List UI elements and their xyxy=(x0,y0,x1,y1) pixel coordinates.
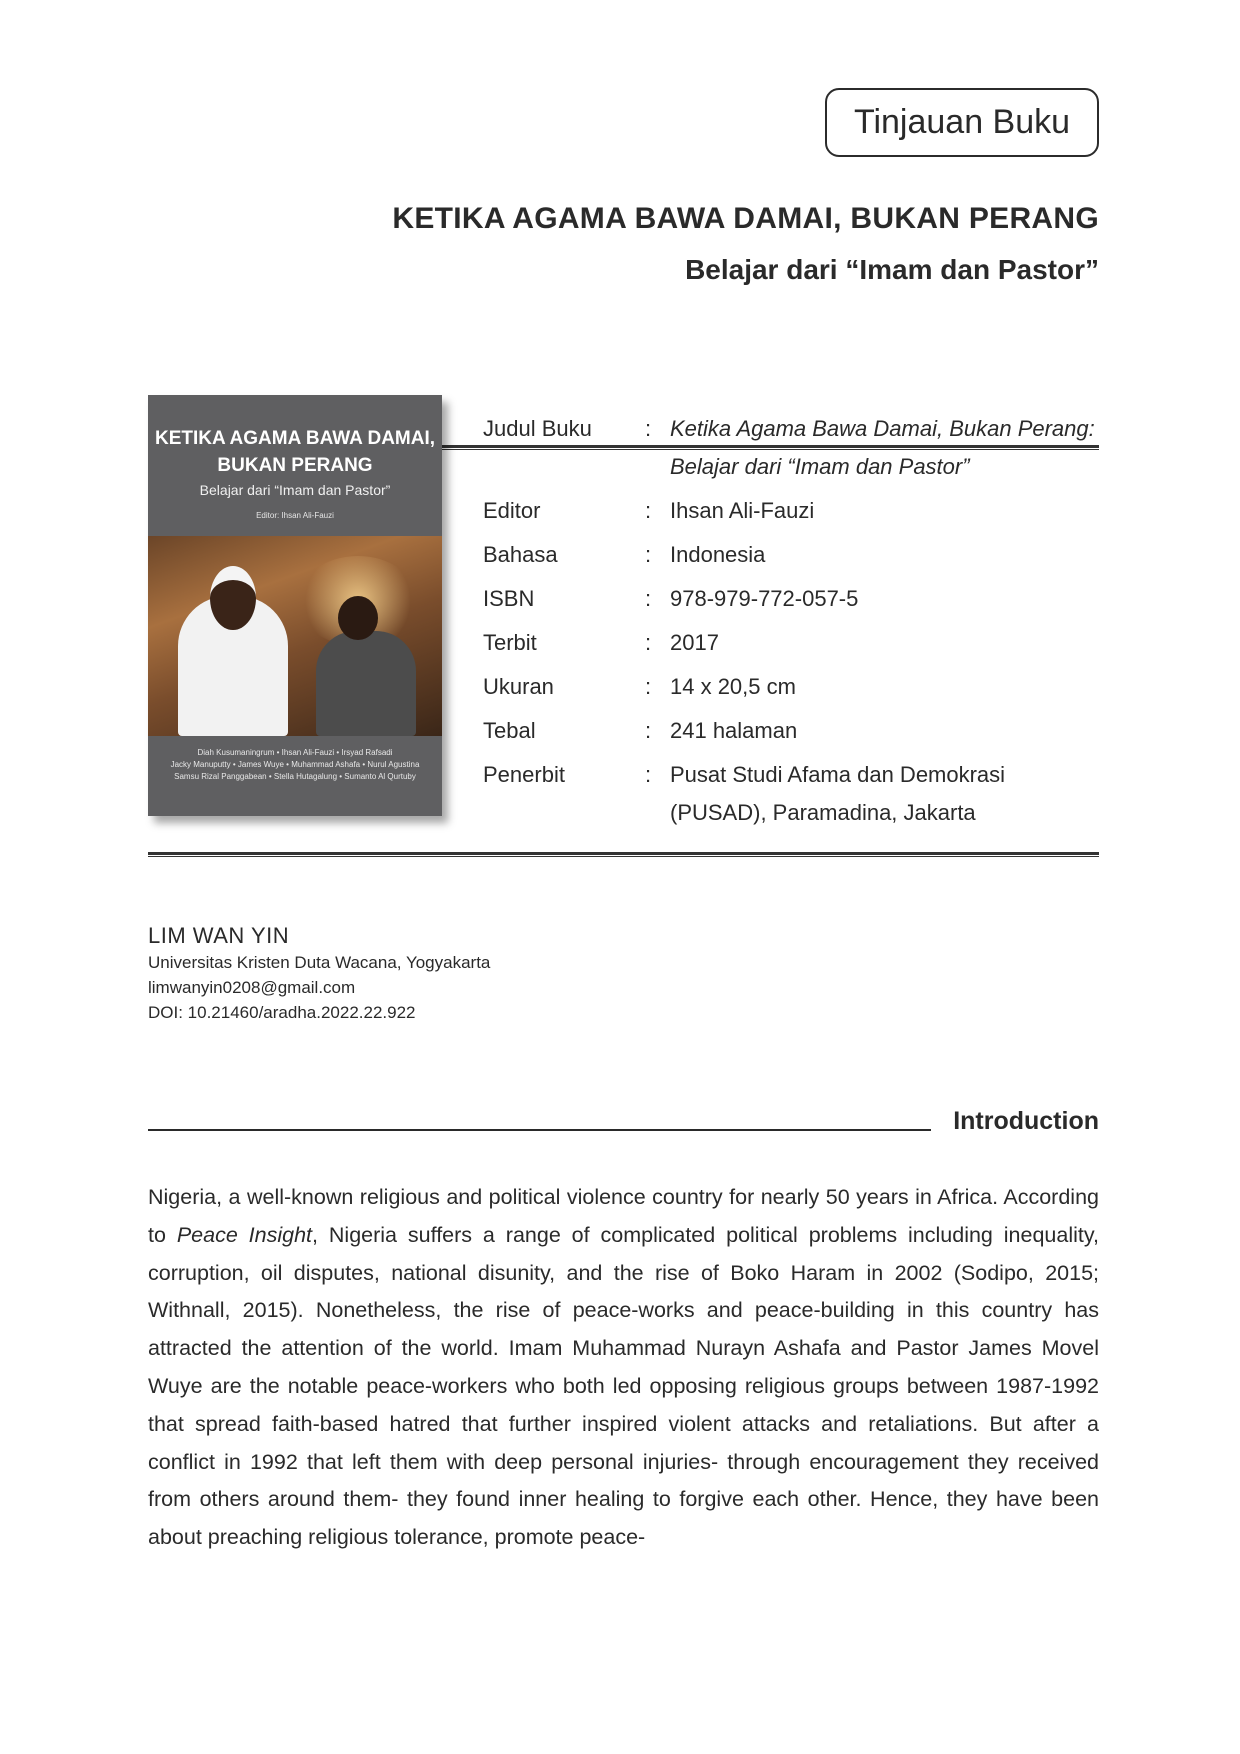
book-info-colon: : xyxy=(645,718,652,743)
book-info-text: (PUSAD), Paramadina, Jakarta xyxy=(670,800,976,825)
book-info-value xyxy=(670,624,1103,662)
body-paragraph xyxy=(148,1179,1099,1557)
cover-title-line: BUKAN PERANG xyxy=(217,455,373,476)
imam-head xyxy=(210,566,256,630)
book-info-row xyxy=(483,410,1103,486)
book-info-table xyxy=(483,410,1103,838)
book-info-row xyxy=(483,536,1103,574)
author-doi: DOI: 10.21460/aradha.2022.22.922 xyxy=(148,1003,416,1022)
book-info-row xyxy=(483,580,1103,618)
book-info-text: Indonesia xyxy=(670,542,766,567)
author-name: LIM WAN YIN xyxy=(148,923,290,948)
page-title: KETIKA AGAMA BAWA DAMAI, BUKAN PERANG xyxy=(392,202,1099,235)
book-info-value xyxy=(670,536,1103,574)
book-title-line: Ketika Agama Bawa Damai, Bukan Perang: xyxy=(670,416,1095,441)
book-info-value xyxy=(670,410,1103,486)
book-info-value xyxy=(670,712,1103,750)
book-info-label: Terbit xyxy=(483,630,537,655)
page-subtitle: Belajar dari “Imam dan Pastor” xyxy=(685,254,1099,285)
book-info-colon: : xyxy=(645,586,652,611)
body-text: Nigeria, a well-known religious and political violence country for nearly 50 years in Africa. According to xyxy=(148,1185,1099,1247)
pastor-figure xyxy=(316,631,416,736)
book-info-label: Editor xyxy=(483,498,541,523)
section-rule xyxy=(148,1129,931,1131)
book-info-colon: : xyxy=(645,630,652,655)
cover-authors xyxy=(148,747,442,783)
book-info-label: Judul Buku xyxy=(483,416,592,441)
book-info-text: 2017 xyxy=(670,630,719,655)
section-tag: Tinjauan Buku xyxy=(825,88,1099,157)
cover-subtitle: Belajar dari “Imam dan Pastor” xyxy=(199,482,391,498)
book-info-row xyxy=(483,668,1103,706)
book-info-text: 14 x 20,5 cm xyxy=(670,674,796,699)
book-info-value xyxy=(670,756,1103,832)
section-heading: Introduction xyxy=(953,1107,1099,1135)
body-text: , Nigeria suffers a range of complicated political problems including inequality, corruption, oil disputes, national disunity, and the rise of Boko Haram in 2002 (Sodipo, 2015; Withnall, 2015). Nonetheless, the rise of peace-works and peace-building in this country has attracted the attention of the world. Imam Muhammad Nurayn Ashafa and Pastor James Movel Wuye are the notable peace-workers who both led opposing religious groups between 1987-1992 that spread faith-based hatred that further inspired violent attacks and retaliations. But after a conflict in 1992 that left them with deep personal injuries- through encouragement they received from others around them- they found inner healing to forgive each other. Hence, they have been about preaching religious tolerance, promote peace- xyxy=(148,1222,1099,1550)
book-title-line: Belajar dari “Imam dan Pastor” xyxy=(670,454,970,479)
body-italic-text: Peace Insight xyxy=(176,1222,313,1247)
book-info-row xyxy=(483,492,1103,530)
cover-author-line: Diah Kusumaningrum • Ihsan Ali-Fauzi • Irsyad Rafsadi xyxy=(197,748,393,757)
book-info-value xyxy=(670,668,1103,706)
book-info-row xyxy=(483,712,1103,750)
book-info-text: 978-979-772-057-5 xyxy=(670,586,859,611)
book-info-text: Ihsan Ali-Fauzi xyxy=(670,498,815,523)
book-info-label: ISBN xyxy=(483,586,535,611)
book-cover xyxy=(148,395,442,816)
cover-author-line: Samsu Rizal Panggabean • Stella Hutagalung • Sumanto Al Qurtuby xyxy=(174,772,416,781)
book-info-colon: : xyxy=(645,762,652,787)
book-info-row xyxy=(483,624,1103,662)
book-info-value xyxy=(670,580,1103,618)
book-info-label: Tebal xyxy=(483,718,536,743)
book-info-text: Pusat Studi Afama dan Demokrasi xyxy=(670,762,1006,787)
book-info-text: 241 halaman xyxy=(670,718,798,743)
cover-title-line: KETIKA AGAMA BAWA DAMAI, xyxy=(154,428,436,449)
author-affiliation: Universitas Kristen Duta Wacana, Yogyakarta xyxy=(148,953,491,972)
book-info-colon: : xyxy=(645,674,652,699)
book-info-label: Ukuran xyxy=(483,674,554,699)
book-info-colon: : xyxy=(645,542,652,567)
book-info-colon: : xyxy=(645,498,652,523)
book-info-value xyxy=(670,492,1103,530)
book-info-row xyxy=(483,756,1103,832)
bottom-rule xyxy=(148,852,1099,857)
cover-author-line: Jacky Manuputty • James Wuye • Muhammad Ashafa • Nurul Agustina xyxy=(170,760,420,769)
author-block xyxy=(148,922,490,1025)
cover-photo xyxy=(148,536,442,736)
cover-title xyxy=(148,425,442,479)
pastor-head xyxy=(338,596,378,640)
book-info-colon: : xyxy=(645,416,652,441)
book-info-label: Bahasa xyxy=(483,542,558,567)
cover-editor: Editor: Ihsan Ali-Fauzi xyxy=(256,511,334,520)
author-email: limwanyin0208@gmail.com xyxy=(148,978,356,997)
book-info-label: Penerbit xyxy=(483,762,565,787)
